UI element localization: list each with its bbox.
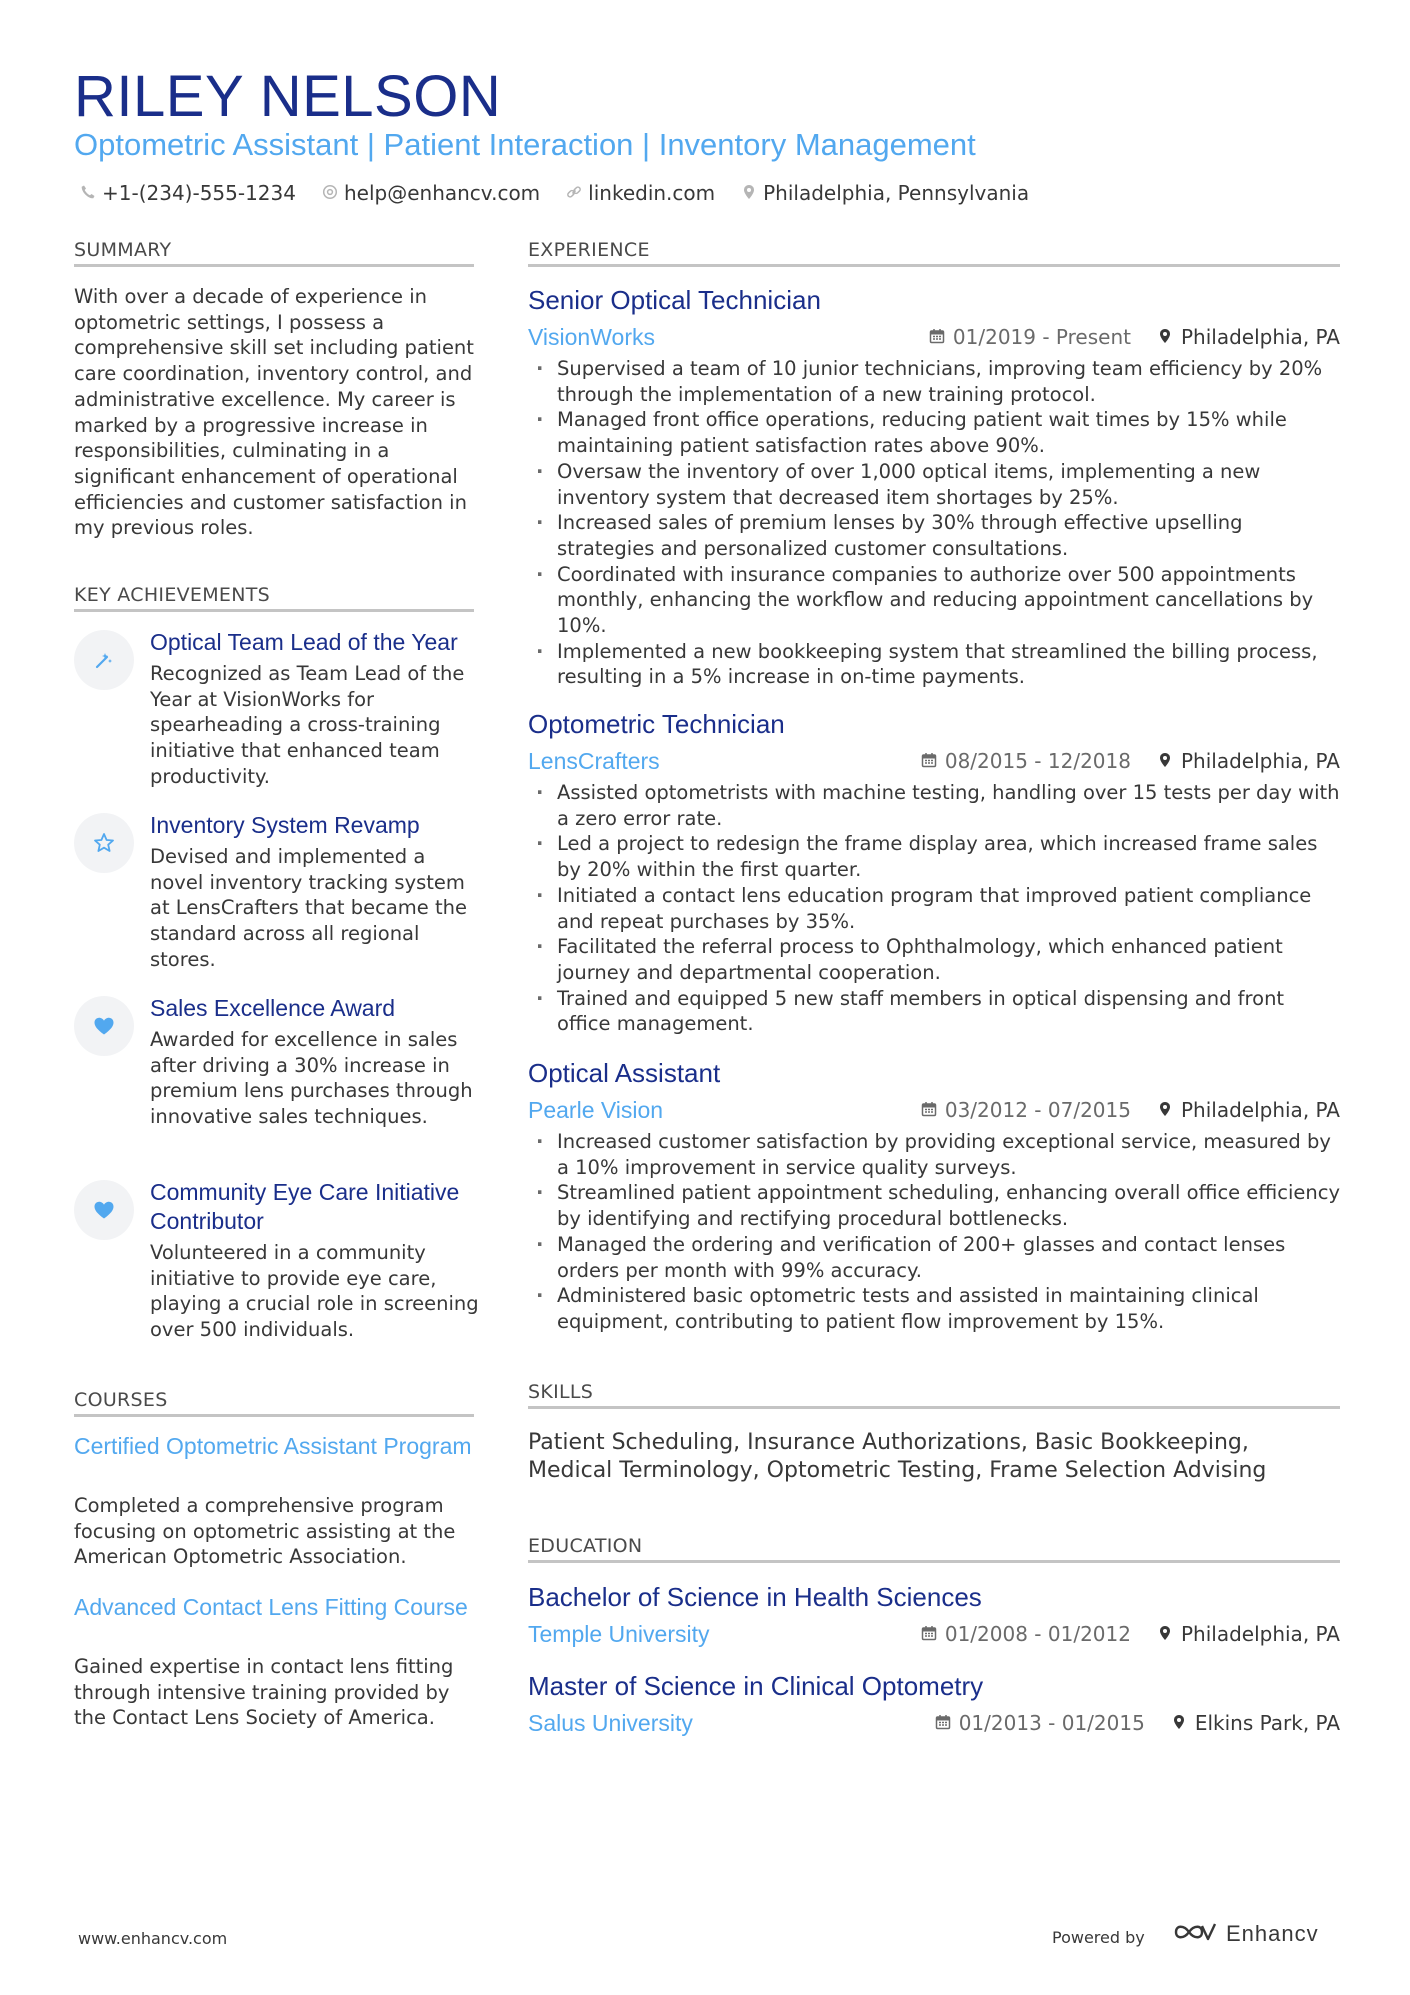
- job-dates: [921, 746, 1131, 776]
- star-icon: [74, 813, 134, 873]
- education-location: [1171, 1708, 1340, 1738]
- job-dates: [921, 1095, 1131, 1125]
- job-dates-text: 03/2012 - 07/2015: [944, 1098, 1131, 1122]
- location-pin-icon: [1157, 1619, 1173, 1649]
- job-bullet: · Supervised a team of 10 junior technicians, improving team efficiency by 20% through the implementation of a new training protocol.: [528, 356, 1340, 407]
- contact-phone: [80, 181, 296, 205]
- summary-text: With over a decade of experience in optometric settings, I possess a comprehensive skill set including patient care coordination, inventory control, and administrative excellence. My career is marked by a progressive increase in responsibilities, culminating in a significant enhancement of operational efficiencies and customer satisfaction in my previous roles.: [74, 285, 474, 540]
- job-bullet: · Administered basic optometric tests and assisted in maintaining clinical equipment, contributing to patient flow improvement by 15%.: [528, 1283, 1340, 1334]
- education-dates: [921, 1619, 1131, 1649]
- course-description: Gained expertise in contact lens fitting through intensive training provided by the Contact Lens Society of America.: [74, 1655, 454, 1730]
- location-pin-icon: [1171, 1708, 1187, 1738]
- education-dates-text: 01/2013 - 01/2015: [958, 1711, 1145, 1735]
- heart-icon: [74, 996, 134, 1056]
- achievement-title: Community Eye Care Initiative Contributor: [150, 1179, 460, 1234]
- job-bullet: · Increased sales of premium lenses by 30% through effective upselling strategies and personalized customer consultations.: [528, 510, 1340, 561]
- achievement-title: Inventory System Revamp: [150, 812, 420, 838]
- job-bullet: · Managed front office operations, reducing patient wait times by 15% while maintaining patient satisfaction rates above 90%.: [528, 407, 1340, 458]
- calendar-icon: [929, 322, 945, 352]
- achievements-heading: KEY ACHIEVEMENTS: [74, 584, 271, 606]
- calendar-icon: [921, 1095, 937, 1125]
- education-dates-text: 01/2008 - 01/2012: [944, 1622, 1131, 1646]
- summary-heading: SUMMARY: [74, 239, 172, 261]
- contact-email[interactable]: [322, 181, 540, 205]
- company-name: VisionWorks: [528, 324, 655, 350]
- footer-url[interactable]: www.enhancv.com: [78, 1929, 228, 1948]
- company-name: Pearle Vision: [528, 1097, 664, 1123]
- degree-title: Bachelor of Science in Health Sciences: [528, 1582, 982, 1612]
- job-bullet: · Increased customer satisfaction by providing exceptional service, measured by a 10% improvement in service quality surveys.: [528, 1129, 1340, 1180]
- job-bullet: · Implemented a new bookkeeping system that streamlined the billing process, resulting in a 5% increase in on-time payments.: [528, 639, 1340, 690]
- job-dates-text: 01/2019 - Present: [952, 325, 1131, 349]
- candidate-name: RILEY NELSON: [74, 64, 502, 129]
- degree-title: Master of Science in Clinical Optometry: [528, 1671, 984, 1701]
- courses-divider: [74, 1414, 474, 1417]
- candidate-tagline: Optometric Assistant | Patient Interaction | Inventory Management: [74, 127, 976, 162]
- course-title: Certified Optometric Assistant Program: [74, 1433, 472, 1459]
- enhancv-logo-icon: [1172, 1919, 1218, 1949]
- powered-by-label: Powered by: [1052, 1928, 1145, 1947]
- achievement-title: Sales Excellence Award: [150, 995, 396, 1021]
- achievement-description: Volunteered in a community initiative to provide eye care, playing a crucial role in screening over 500 individuals.: [150, 1241, 479, 1342]
- job-meta: [921, 746, 1340, 776]
- experience-heading: EXPERIENCE: [528, 239, 650, 261]
- at-icon: [322, 181, 338, 205]
- achievement-description: Awarded for excellence in sales after driving a 30% increase in premium lens purchases through innovative sales techniques.: [150, 1028, 473, 1129]
- job-location-text: Philadelphia, PA: [1180, 749, 1340, 773]
- contact-email-text: help@enhancv.com: [343, 181, 541, 205]
- courses-heading: COURSES: [74, 1389, 168, 1411]
- achievement-title: Optical Team Lead of the Year: [150, 629, 458, 655]
- heart-icon: [74, 1180, 134, 1240]
- location-pin-icon: [1157, 746, 1173, 776]
- achievements-divider: [74, 609, 474, 612]
- summary-divider: [74, 264, 474, 267]
- contact-bar: [80, 178, 1029, 208]
- contact-location: [741, 181, 1029, 205]
- location-pin-icon: [741, 181, 757, 205]
- location-pin-icon: [1157, 322, 1173, 352]
- job-title: Senior Optical Technician: [528, 285, 821, 315]
- job-dates-text: 08/2015 - 12/2018: [944, 749, 1131, 773]
- job-location-text: Philadelphia, PA: [1180, 325, 1340, 349]
- job-bullets: [528, 780, 1340, 1037]
- achievement-description: Devised and implemented a novel inventory tracking system at LensCrafters that became the standard across all regional stores.: [150, 845, 467, 971]
- job-bullet: · Assisted optometrists with machine testing, handling over 15 tests per day with a zero error rate.: [528, 780, 1340, 831]
- location-pin-icon: [1157, 1095, 1173, 1125]
- course-description: Completed a comprehensive program focusing on optometric assisting at the American Optometric Association.: [74, 1494, 456, 1569]
- skills-text: Patient Scheduling, Insurance Authorizations, Basic Bookkeeping, Medical Terminology, Optometric Testing, Frame Selection Advising: [528, 1430, 1267, 1483]
- course-title: Advanced Contact Lens Fitting Course: [74, 1594, 468, 1620]
- job-location: [1157, 746, 1340, 776]
- education-meta: [921, 1619, 1340, 1649]
- school-name: Salus University: [528, 1710, 693, 1736]
- education-meta: [935, 1708, 1340, 1738]
- job-bullets: [528, 1129, 1340, 1335]
- job-bullet: · Managed the ordering and verification of 200+ glasses and contact lenses orders per month with 99% accuracy.: [528, 1232, 1340, 1283]
- job-bullet: · Led a project to redesign the frame display area, which increased frame sales by 20% within the first quarter.: [528, 831, 1340, 882]
- education-location-text: Philadelphia, PA: [1180, 1622, 1340, 1646]
- job-location: [1157, 1095, 1340, 1125]
- skills-heading: SKILLS: [528, 1381, 594, 1403]
- education-dates: [935, 1708, 1145, 1738]
- job-title: Optical Assistant: [528, 1058, 721, 1088]
- job-bullet: · Trained and equipped 5 new staff members in optical dispensing and front office management.: [528, 986, 1340, 1037]
- calendar-icon: [921, 746, 937, 776]
- education-divider: [528, 1560, 1340, 1563]
- phone-icon: [80, 181, 96, 205]
- skills-divider: [528, 1406, 1340, 1409]
- job-bullet: · Coordinated with insurance companies to authorize over 500 appointments monthly, enhancing the workflow and reducing appointment cancellations by 10%.: [528, 562, 1340, 639]
- brand-name: Enhancv: [1226, 1921, 1319, 1946]
- education-heading: EDUCATION: [528, 1535, 643, 1557]
- education-location-text: Elkins Park, PA: [1194, 1711, 1340, 1735]
- job-bullet: · Oversaw the inventory of over 1,000 optical items, implementing a new inventory system that decreased item shortages by 25%.: [528, 459, 1340, 510]
- contact-location-text: Philadelphia, Pennsylvania: [763, 181, 1030, 205]
- wand-icon: [74, 630, 134, 690]
- job-title: Optometric Technician: [528, 709, 785, 739]
- job-bullet: · Initiated a contact lens education program that improved patient compliance and repeat purchases by 35%.: [528, 883, 1340, 934]
- job-meta: [921, 1095, 1340, 1125]
- job-dates: [929, 322, 1131, 352]
- link-icon: [566, 181, 582, 205]
- job-location: [1157, 322, 1340, 352]
- contact-linkedin-text: linkedin.com: [588, 181, 716, 205]
- school-name: Temple University: [528, 1621, 710, 1647]
- education-location: [1157, 1619, 1340, 1649]
- job-bullet: · Streamlined patient appointment scheduling, enhancing overall office efficiency by identifying and rectifying procedural bottlenecks.: [528, 1180, 1340, 1231]
- calendar-icon: [921, 1619, 937, 1649]
- contact-linkedin[interactable]: [566, 181, 715, 205]
- calendar-icon: [935, 1708, 951, 1738]
- job-meta: [929, 322, 1340, 352]
- brand-logo[interactable]: [1172, 1919, 1319, 1949]
- job-bullets: [528, 356, 1340, 690]
- achievement-description: Recognized as Team Lead of the Year at VisionWorks for spearheading a cross-training initiative that enhanced team productivity.: [150, 662, 465, 788]
- experience-divider: [528, 264, 1340, 267]
- job-location-text: Philadelphia, PA: [1180, 1098, 1340, 1122]
- job-bullet: · Facilitated the referral process to Ophthalmology, which enhanced patient journey and departmental cooperation.: [528, 934, 1340, 985]
- company-name: LensCrafters: [528, 748, 660, 774]
- contact-phone-text: +1-(234)-555-1234: [102, 181, 296, 205]
